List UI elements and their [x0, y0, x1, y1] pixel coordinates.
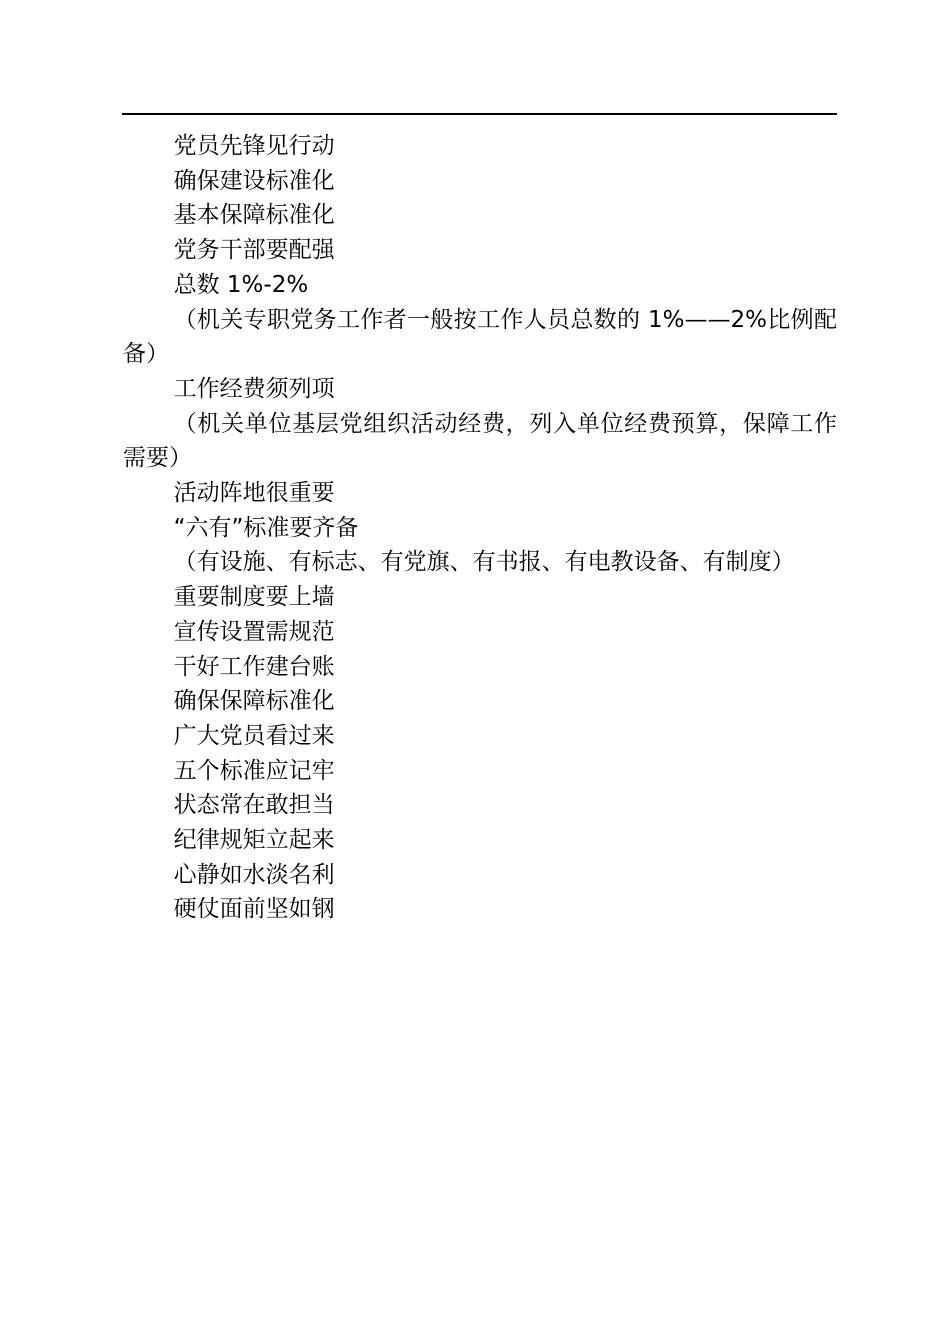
paragraph: 五个标准应记牢: [173, 757, 335, 784]
body-text: [123, 129, 837, 927]
paragraph: 硬仗面前坚如钢: [173, 896, 335, 923]
paragraph: 总数 1%-2%: [173, 271, 309, 298]
paragraph-note: （有设施、有标志、有党旗、有书报、有电教设备、有制度）: [173, 549, 795, 576]
paragraph: 广大党员看过来: [173, 722, 335, 749]
paragraph-note: （机关专职党务工作者一般按工作人员总数的 1%——2%比例配备）: [123, 306, 837, 368]
header-rule: [122, 113, 837, 115]
paragraph: 基本保障标准化: [173, 202, 335, 229]
paragraph: “六有”标准要齐备: [173, 514, 359, 541]
paragraph: 确保建设标准化: [173, 167, 335, 194]
paragraph: 干好工作建台账: [173, 653, 335, 680]
paragraph: 重要制度要上墙: [173, 584, 335, 611]
paragraph: 心静如水淡名利: [173, 861, 335, 888]
paragraph: 党务干部要配强: [173, 237, 335, 264]
paragraph: 状态常在敢担当: [173, 792, 335, 819]
paragraph: 宣传设置需规范: [173, 618, 335, 645]
paragraph: 党员先锋见行动: [173, 133, 335, 159]
paragraph: 确保保障标准化: [173, 688, 335, 715]
paragraph: 活动阵地很重要: [173, 480, 335, 507]
paragraph: 工作经费须列项: [173, 375, 335, 402]
paragraph: 纪律规矩立起来: [173, 827, 335, 854]
paragraph-note: （机关单位基层党组织活动经费，列入单位经费预算，保障工作需要）: [123, 410, 837, 472]
